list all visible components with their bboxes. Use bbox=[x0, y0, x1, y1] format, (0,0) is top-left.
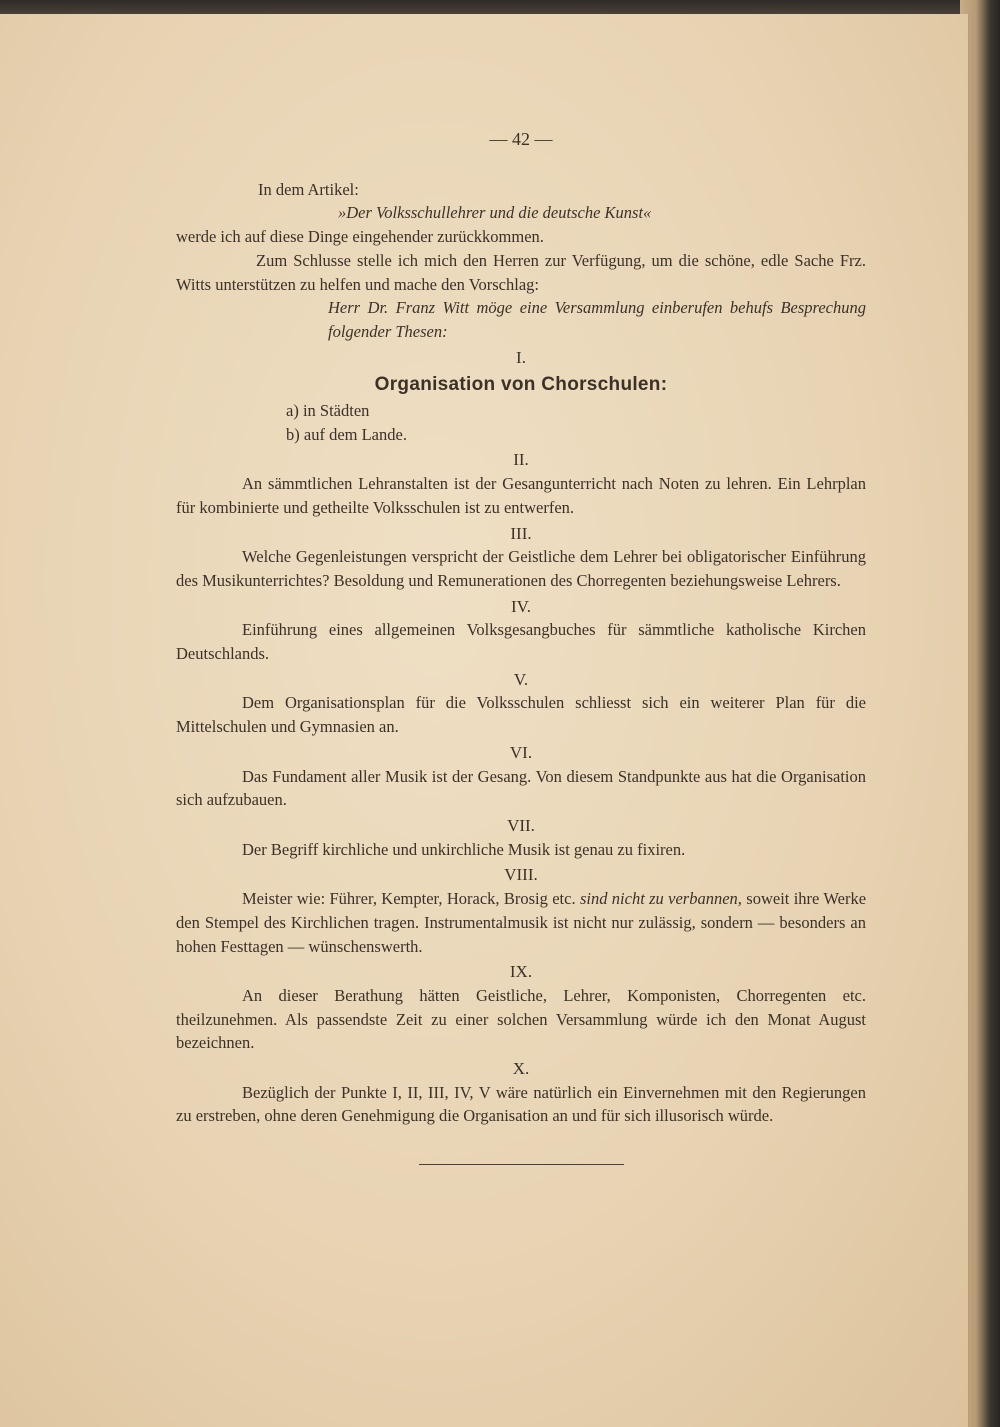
page-sheet bbox=[0, 14, 969, 1427]
section-7-text: Der Begriff kirchliche und unkirchliche Musik ist genau zu fixiren. bbox=[242, 839, 686, 859]
paragraph-1: Zum Schlusse stelle ich mich den Herren zur Verfügung, um die schöne, edle Sache Frz. Witts unterstützen zu helfen und mache den Vorschlag: bbox=[176, 250, 866, 294]
section-5-text: Dem Organisationsplan für die Volksschulen schliesst sich ein weiterer Plan für die Mittelschulen und Gymnasien an. bbox=[176, 693, 866, 737]
closing-rule bbox=[419, 1164, 624, 1165]
section-9-text: An dieser Berathung hätten Geistliche, Lehrer, Komponisten, Chorregenten etc. theilzunehmen. Als passendste Zeit zu einer solchen Versammlung würde ich den Monat August bezeichnen. bbox=[176, 985, 866, 1053]
section-4-text: Einführung eines allgemeinen Volksgesangbuches für sämmtliche katholische Kirchen Deutschlands. bbox=[176, 620, 866, 664]
section-10-label: X. bbox=[512, 1059, 530, 1079]
section-6-label: VI. bbox=[509, 742, 533, 762]
section-1-label: I. bbox=[516, 347, 526, 367]
section-8-label: VIII. bbox=[504, 865, 538, 885]
section-3-label: III. bbox=[510, 523, 532, 543]
section-6-text: Das Fundament aller Musik ist der Gesang. Von diesem Standpunkte aus hat die Organisation sich aufzubauen. bbox=[176, 766, 866, 810]
section-1-item-a: a) in Städten bbox=[286, 401, 370, 421]
section-1-title: Organisation von Chorschulen: bbox=[374, 374, 668, 396]
section-2-text: An sämmtlichen Lehranstalten ist der Gesangunterricht nach Noten zu lehren. Ein Lehrplan für kombinierte und getheilte Volksschulen ist zu entwerfen. bbox=[176, 474, 866, 517]
section-8-text-b: soweit ihre Werke den Stempel des Kirchlichen tragen. Instrumentalmusik ist nicht nur zulässig, sondern — besonders an hohen Festtagen — wünschenswerth. bbox=[176, 889, 867, 956]
section-4-label: IV. bbox=[511, 596, 531, 616]
section-8-text bbox=[176, 887, 866, 958]
section-9-label: IX. bbox=[509, 962, 533, 982]
section-2-label: II. bbox=[513, 450, 529, 470]
section-5-label: V. bbox=[513, 669, 529, 689]
article-title: »Der Volksschullehrer und die deutsche Kunst« bbox=[338, 203, 652, 223]
section-10-text: Bezüglich der Punkte I, II, III, IV, V wäre natürlich ein Einvernehmen mit den Regierungen zu erstreben, ohne deren Genehmigung die Organisation an und für sich illusorisch würde. bbox=[176, 1082, 866, 1126]
section-1-item-b: b) auf dem Lande. bbox=[286, 424, 407, 444]
intro-line: In dem Artikel: bbox=[258, 179, 359, 199]
section-8-text-a: Meister wie: Führer, Kempter, Horack, Brosig etc. bbox=[242, 889, 576, 909]
section-7-label: VII. bbox=[507, 815, 535, 835]
page-number: — 42 — bbox=[489, 129, 553, 149]
page-text bbox=[176, 128, 866, 1165]
proposal: Herr Dr. Franz Witt möge eine Versammlung einberufen behufs Besprechung folgender Thesen: bbox=[328, 298, 866, 341]
intro-continuation: werde ich auf diese Dinge eingehender zurückkommen. bbox=[176, 227, 544, 247]
section-3-text: Welche Gegenleistungen verspricht der Geistliche dem Lehrer bei obligatorischer Einführung des Musikunterrichtes? Besoldung und Remunerationen des Chorregenten beziehungsweise Lehrers. bbox=[176, 547, 866, 590]
section-8-text-italic: sind nicht zu verbannen, bbox=[579, 889, 742, 909]
